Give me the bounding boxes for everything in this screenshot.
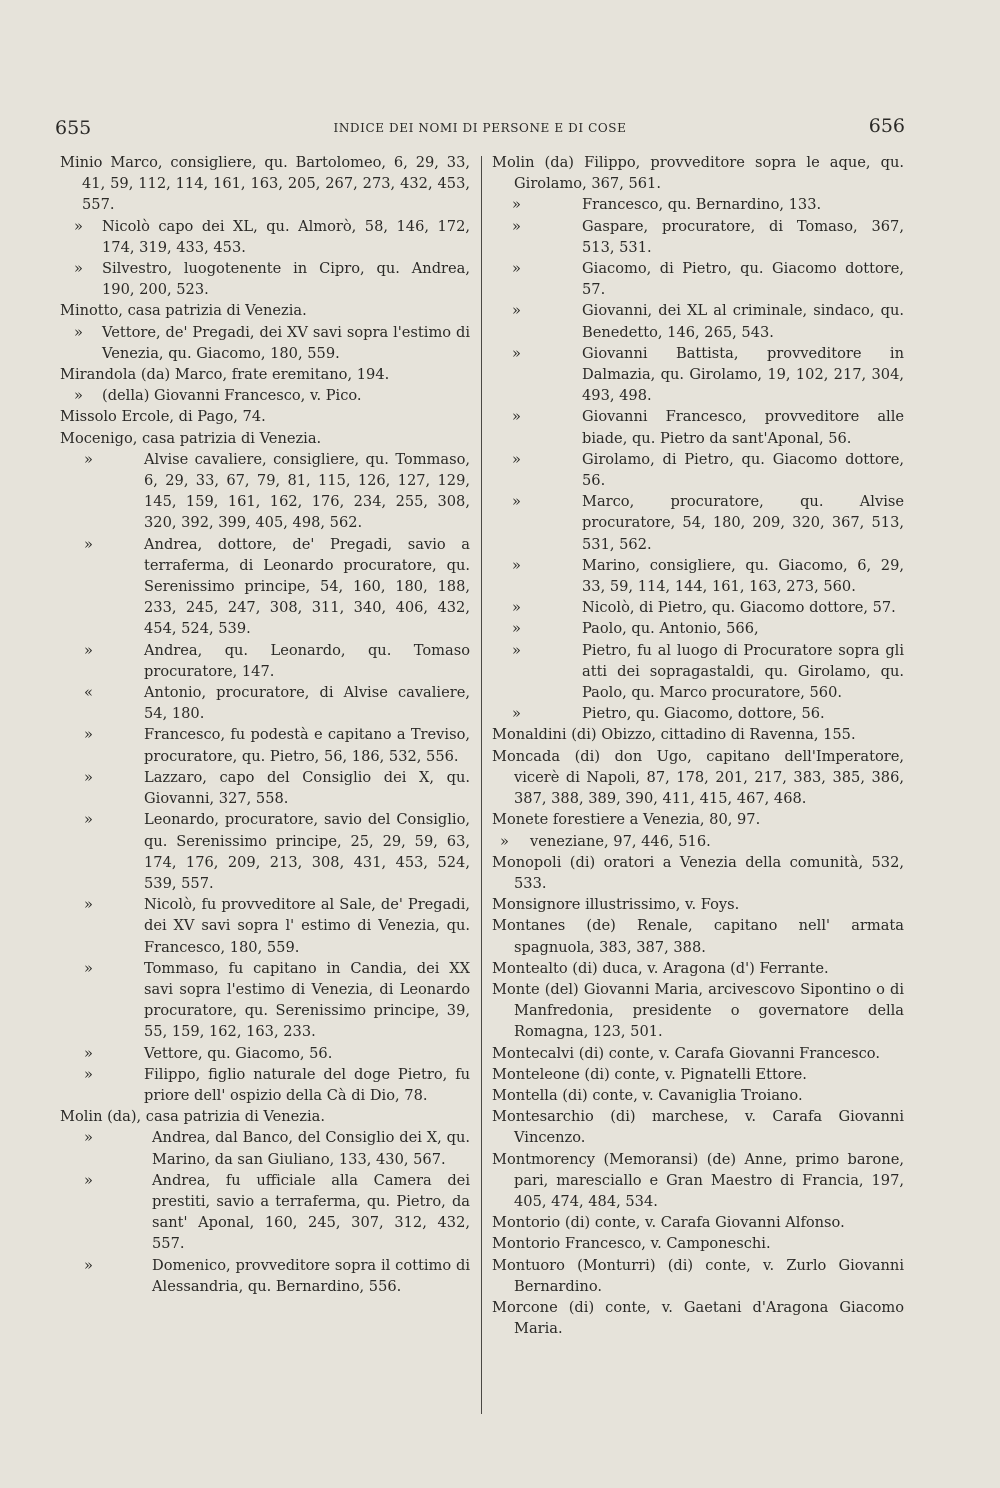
entry-text: Andrea, dottore, de' Pregadi, savio a terraferma, di Leonardo procuratore, qu. Serenissimo principe, 54, 160, 180, 188, 233, 245, 247, 308, 311, 340, 406, 432, 454, 524, 539.	[144, 535, 470, 638]
index-entry	[492, 1149, 904, 1213]
column-divider	[481, 156, 482, 1414]
ditto-mark: »	[84, 1129, 93, 1147]
entry-text: Marino, consigliere, qu. Giacomo, 6, 29, 33, 59, 114, 144, 161, 163, 273, 560.	[582, 556, 904, 596]
index-entry	[492, 1212, 904, 1233]
ditto-mark: »	[512, 493, 521, 511]
entry-text: Monteleone (di) conte, v. Pignatelli Ettore.	[492, 1065, 807, 1083]
entry-text: Montesarchio (di) marchese, v. Carafa Giovanni Vincenzo.	[492, 1108, 904, 1147]
entry-text: Francesco, fu podestà e capitano a Treviso, procuratore, qu. Pietro, 56, 186, 532, 556.	[144, 726, 470, 765]
entry-text: Morcone (di) conte, v. Gaetani d'Aragona Giacomo Maria.	[492, 1298, 904, 1338]
entry-text: Tommaso, fu capitano in Candia, dei XX savi sopra l'estimo di Venezia, di Leonardo procuratore, qu. Serenissimo principe, 39, 55, 159, 162, 163, 233.	[144, 959, 470, 1041]
entry-text: Molin (da), casa patrizia di Venezia.	[60, 1108, 325, 1126]
entry-text: Minio Marco, consigliere, qu. Bartolomeo, 6, 29, 33, 41, 59, 112, 114, 161, 163, 205, 267, 273, 432, 453, 557.	[60, 154, 470, 214]
page-header	[55, 117, 905, 141]
index-entry	[60, 364, 470, 385]
index-entry	[60, 1170, 470, 1255]
index-entry	[492, 894, 904, 915]
ditto-mark: »	[512, 705, 521, 723]
index-entry	[60, 958, 470, 1043]
ditto-mark: »	[84, 1065, 93, 1083]
entry-text: Giovanni Francesco, provveditore alle biade, qu. Pietro da sant'Aponal, 56.	[582, 408, 904, 447]
entry-text: Pietro, qu. Giacomo, dottore, 56.	[582, 705, 825, 723]
entry-text: Paolo, qu. Antonio, 566,	[582, 620, 759, 638]
entry-text: Nicolò, fu provveditore al Sale, de' Pregadi, dei XV savi sopra l' estimo di Venezia, qu. Francesco, 180, 559.	[144, 896, 470, 956]
entry-text: Filippo, figlio naturale del doge Pietro, fu priore dell' ospizio della Cà di Dio, 78.	[144, 1065, 470, 1104]
index-entry	[492, 724, 904, 745]
entry-text: Antonio, procuratore, di Alvise cavaliere, 54, 180.	[144, 684, 470, 723]
index-entry	[492, 831, 904, 852]
entry-text: Francesco, qu. Bernardino, 133.	[582, 196, 822, 214]
ditto-mark: «	[84, 684, 93, 702]
entry-text: Montella (di) conte, v. Cavaniglia Troiano.	[492, 1086, 803, 1104]
index-entry	[492, 1106, 904, 1148]
ditto-mark: »	[512, 620, 521, 638]
entry-text: Giovanni Battista, provveditore in Dalmazia, qu. Girolamo, 19, 102, 217, 304, 493, 498.	[582, 344, 904, 405]
entry-text: (della) Giovanni Francesco, v. Pico.	[102, 387, 362, 405]
entry-text: Girolamo, di Pietro, qu. Giacomo dottore, 56.	[582, 450, 904, 490]
entry-text: Giovanni, dei XL al criminale, sindaco, qu. Benedetto, 146, 265, 543.	[582, 302, 904, 341]
ditto-mark: »	[512, 599, 521, 617]
index-entry	[492, 809, 904, 830]
entry-text: Leonardo, procuratore, savio del Consiglio, qu. Serenissimo principe, 25, 29, 59, 63, 174, 176, 209, 213, 308, 431, 453, 524, 539, 557.	[144, 811, 470, 892]
index-entry	[60, 1043, 470, 1064]
ditto-mark: »	[512, 260, 521, 278]
ditto-mark: »	[74, 387, 83, 405]
ditto-mark: »	[84, 768, 93, 786]
entry-text: veneziane, 97, 446, 516.	[530, 832, 711, 850]
ditto-mark: »	[512, 196, 521, 214]
ditto-mark: »	[84, 1171, 93, 1189]
index-entry	[492, 300, 904, 342]
entry-text: Nicolò capo dei XL, qu. Almorò, 58, 146, 172, 174, 319, 433, 453.	[102, 217, 470, 256]
index-entry	[60, 724, 470, 766]
index-entry	[492, 852, 904, 894]
entry-text: Montmorency (Memoransi) (de) Anne, primo barone, pari, maresciallo e Gran Maestro di Francia, 197, 405, 474, 484, 534.	[492, 1150, 904, 1210]
ditto-mark: »	[74, 323, 83, 341]
ditto-mark: »	[512, 556, 521, 574]
ditto-mark: »	[84, 450, 93, 468]
ditto-mark: »	[512, 408, 521, 426]
entry-text: Monete forestiere a Venezia, 80, 97.	[492, 811, 761, 829]
index-entry	[492, 343, 904, 407]
index-entry	[492, 449, 904, 491]
ditto-mark: »	[84, 1044, 93, 1062]
index-entry	[60, 640, 470, 682]
page-number-left: 655	[55, 117, 92, 139]
index-entry	[60, 767, 470, 809]
ditto-mark: »	[84, 1256, 93, 1274]
ditto-mark: »	[512, 450, 521, 468]
index-entry	[60, 428, 470, 449]
index-entry	[60, 1106, 470, 1127]
index-entry	[60, 1064, 470, 1106]
ditto-mark: »	[512, 344, 521, 362]
index-entry	[492, 1255, 904, 1297]
index-entry	[492, 640, 904, 704]
ditto-mark: »	[84, 726, 93, 744]
entry-text: Mirandola (da) Marco, frate eremitano, 194.	[60, 366, 390, 384]
index-entry	[492, 555, 904, 597]
index-entry	[60, 449, 470, 534]
entry-text: Pietro, fu al luogo di Procuratore sopra gli atti dei sopragastaldi, qu. Girolamo, qu. Paolo, qu. Marco procuratore, 560.	[582, 641, 904, 702]
index-entry	[492, 958, 904, 979]
entry-text: Andrea, qu. Leonardo, qu. Tomaso procuratore, 147.	[144, 641, 470, 680]
index-entry	[492, 746, 904, 810]
entry-text: Montuoro (Monturri) (di) conte, v. Zurlo Giovanni Bernardino.	[492, 1256, 904, 1295]
entry-text: Monte (del) Giovanni Maria, arcivescovo Sipontino o di Manfredonia, presidente o governatore della Romagna, 123, 501.	[492, 980, 904, 1041]
entry-text: Silvestro, luogotenente in Cipro, qu. Andrea, 190, 200, 523.	[102, 260, 470, 299]
index-entry	[492, 915, 904, 957]
index-entry	[492, 1064, 904, 1085]
index-entry	[492, 618, 904, 639]
entry-text: Andrea, dal Banco, del Consiglio dei X, qu. Marino, da san Giuliano, 133, 430, 567.	[152, 1129, 470, 1168]
entry-text: Montorio (di) conte, v. Carafa Giovanni Alfonso.	[492, 1214, 845, 1232]
entry-text: Alvise cavaliere, consigliere, qu. Tommaso, 6, 29, 33, 67, 79, 81, 115, 126, 127, 129, 145, 159, 161, 162, 176, 234, 255, 308, 320, 392, 399, 405, 498, 562.	[144, 450, 470, 532]
index-entry	[60, 534, 470, 640]
left-column	[60, 152, 470, 1297]
ditto-mark: »	[512, 302, 521, 320]
entry-text: Montorio Francesco, v. Camponeschi.	[492, 1235, 771, 1253]
ditto-mark: »	[74, 260, 83, 278]
entry-text: Minotto, casa patrizia di Venezia.	[60, 302, 307, 320]
index-entry	[60, 385, 470, 406]
entry-text: Montecalvi (di) conte, v. Carafa Giovanni Francesco.	[492, 1044, 880, 1062]
ditto-mark: »	[84, 811, 93, 829]
entry-text: Mocenigo, casa patrizia di Venezia.	[60, 429, 322, 447]
index-entry	[492, 216, 904, 258]
index-entry	[492, 258, 904, 300]
page-number-right: 656	[868, 115, 905, 137]
index-entry	[492, 194, 904, 215]
index-entry	[492, 1297, 904, 1339]
index-entry	[60, 1127, 470, 1169]
index-entry	[492, 152, 904, 194]
index-entry	[492, 1233, 904, 1254]
entry-text: Domenico, provveditore sopra il cottimo di Alessandria, qu. Bernardino, 556.	[152, 1256, 470, 1295]
entry-text: Nicolò, di Pietro, qu. Giacomo dottore, 57.	[582, 599, 896, 617]
index-entry	[492, 491, 904, 555]
entry-text: Lazzaro, capo del Consiglio dei X, qu. Giovanni, 327, 558.	[144, 768, 470, 808]
ditto-mark: »	[84, 641, 93, 659]
right-column	[492, 152, 904, 1339]
ditto-mark: »	[512, 641, 521, 659]
index-entry	[492, 1085, 904, 1106]
entry-text: Monaldini (di) Obizzo, cittadino di Ravenna, 155.	[492, 726, 856, 744]
entry-text: Monsignore illustrissimo, v. Foys.	[492, 896, 740, 914]
index-entry	[60, 1255, 470, 1297]
entry-text: Vettore, de' Pregadi, dei XV savi sopra l'estimo di Venezia, qu. Giacomo, 180, 559.	[102, 323, 470, 362]
index-entry	[492, 597, 904, 618]
index-entry	[60, 809, 470, 894]
entry-text: Montanes (de) Renale, capitano nell' armata spagnuola, 383, 387, 388.	[492, 917, 904, 956]
index-entry	[60, 894, 470, 958]
index-entry	[492, 979, 904, 1043]
index-entry	[492, 406, 904, 448]
entry-text: Andrea, fu ufficiale alla Camera dei prestiti, savio a terraferma, qu. Pietro, da sant' Aponal, 160, 245, 307, 312, 432, 557.	[152, 1171, 470, 1253]
ditto-mark: »	[512, 217, 521, 235]
index-entry	[492, 1043, 904, 1064]
index-entry	[492, 703, 904, 724]
entry-text: Missolo Ercole, di Pago, 74.	[60, 408, 266, 426]
entry-text: Monopoli (di) oratori a Venezia della comunità, 532, 533.	[492, 853, 904, 892]
index-entry	[60, 300, 470, 321]
entry-text: Moncada (di) don Ugo, capitano dell'Imperatore, vicerè di Napoli, 87, 178, 201, 217, 383, 385, 386, 387, 388, 389, 390, 411, 415, 467, 468.	[492, 747, 904, 808]
ditto-mark: »	[84, 896, 93, 914]
entry-text: Molin (da) Filippo, provveditore sopra le aque, qu. Girolamo, 367, 561.	[492, 154, 904, 193]
entry-text: Gaspare, procuratore, di Tomaso, 367, 513, 531.	[582, 217, 904, 256]
index-entry	[60, 682, 470, 724]
running-title: INDICE DEI NOMI DI PERSONE E DI COSE	[333, 121, 627, 135]
index-entry	[60, 216, 470, 258]
index-entry	[60, 322, 470, 364]
index-entry	[60, 406, 470, 427]
entry-text: Montealto (di) duca, v. Aragona (d') Ferrante.	[492, 959, 829, 977]
index-entry	[60, 152, 470, 216]
ditto-mark: »	[84, 959, 93, 977]
entry-text: Giacomo, di Pietro, qu. Giacomo dottore, 57.	[582, 260, 904, 299]
ditto-mark: »	[84, 535, 93, 553]
entry-text: Vettore, qu. Giacomo, 56.	[144, 1044, 333, 1062]
ditto-mark: »	[500, 832, 509, 850]
ditto-mark: »	[74, 217, 83, 235]
entry-text: Marco, procuratore, qu. Alvise procuratore, 54, 180, 209, 320, 367, 513, 531, 562.	[582, 493, 904, 553]
index-entry	[60, 258, 470, 300]
